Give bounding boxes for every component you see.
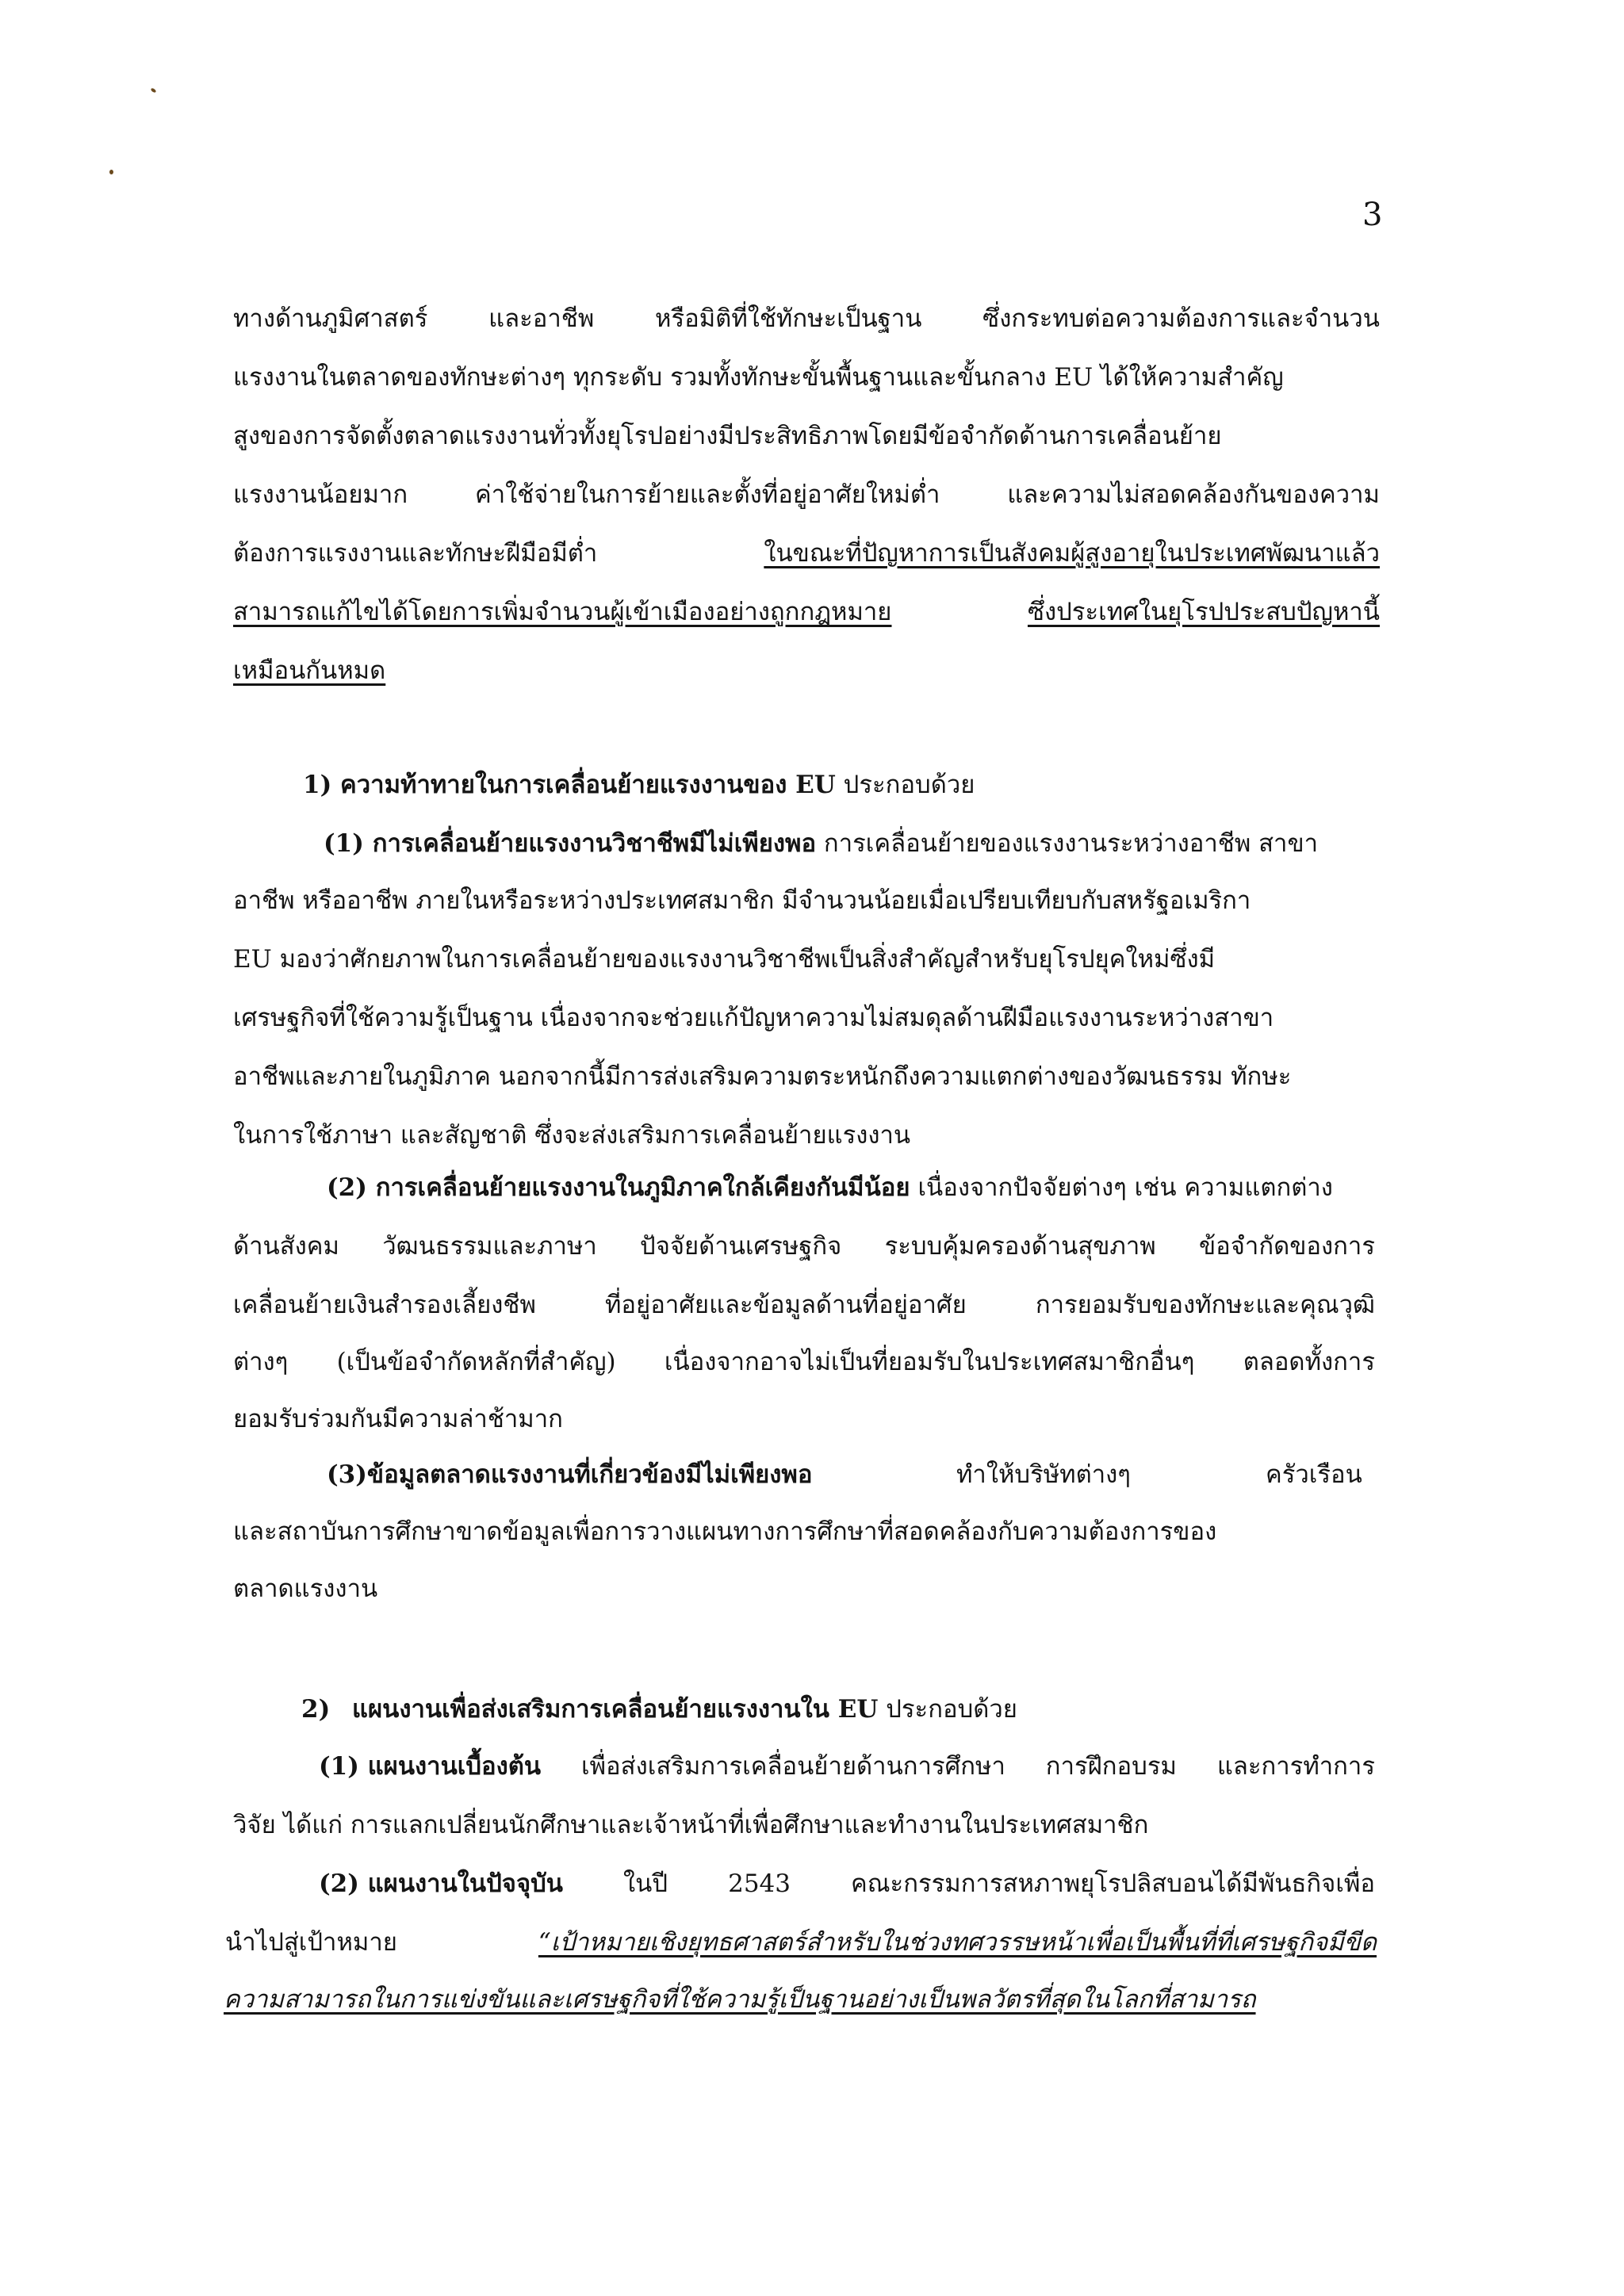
section1-item2-line-4 xyxy=(233,1345,1375,1380)
section2-item1-line-2: วิจัย ได้แก่ การแลกเปลี่ยนนักศึกษาและเจ้าหน้าที่เพื่อศึกษาและทำงานในประเทศสมาชิก xyxy=(233,1811,1149,1839)
section1-item3-line-3: ตลาดแรงงาน xyxy=(233,1575,378,1603)
intro-line-5 xyxy=(233,536,1380,571)
text-segment: ระบบคุ้มครองด้านสุขภาพ xyxy=(884,1232,1156,1261)
text-segment: หรือมิติที่ใช้ทักษะเป็นฐาน xyxy=(655,304,922,333)
section1-item3-line-1-text-b: ครัวเรือน xyxy=(1266,1460,1362,1489)
text-segment: ค่าใช้จ่ายในการย้ายและตั้งที่อยู่อาศัยใหม่ต่ำ xyxy=(474,480,940,509)
section1-item1-line-5: อาชีพและภายในภูมิภาค นอกจากนี้มีการส่งเสริมความตระหนักถึงความแตกต่างของวัฒนธรรม ทักษะ xyxy=(233,1062,1292,1091)
text-segment: คณะกรรมการสหภาพยุโรปลิสบอนได้มีพันธกิจเพื่อ xyxy=(851,1869,1375,1898)
text-segment: ทางด้านภูมิศาสตร์ xyxy=(233,304,428,333)
intro-line-6 xyxy=(233,595,1380,629)
text-segment: ในปี xyxy=(623,1869,668,1898)
text-segment: ตลอดทั้งการ xyxy=(1243,1348,1375,1376)
text-segment: ด้านสังคม xyxy=(233,1232,339,1261)
text-segment: (เป็นข้อจำกัดหลักที่สำคัญ) xyxy=(336,1348,616,1376)
section1-item1-line-4: เศรษฐกิจที่ใช้ความรู้เป็นฐาน เนื่องจากจะช่วยแก้ปัญหาความไม่สมดุลด้านฝีมือแรงงานระหว่างสาขา xyxy=(233,1004,1274,1032)
section2-item2-line-1 xyxy=(319,1866,1375,1901)
text-segment: เคลื่อนย้ายเงินสำรองเลี้ยงชีพ xyxy=(233,1291,536,1319)
text-segment: แรงงานน้อยมาก xyxy=(233,480,408,509)
text-segment: การยอมรับของทักษะและคุณวุฒิ xyxy=(1035,1291,1375,1319)
text-segment: และความไม่สอดคล้องกันของความ xyxy=(1007,480,1380,509)
section1-item3-line-1-text-a: ทำให้บริษัทต่างๆ xyxy=(956,1460,1131,1489)
underlined-text: ซึ่งประเทศในยุโรปประสบปัญหานี้ xyxy=(1027,598,1380,626)
text-segment: ต้องการแรงงานและทักษะฝีมือมีต่ำ xyxy=(233,539,598,568)
text-segment: เนื่องจากปัจจัยต่างๆ เช่น ความแตกต่าง xyxy=(910,1173,1333,1202)
bold-text: (1) แผนงานเบื้องต้น xyxy=(319,1752,542,1781)
section2-heading xyxy=(352,1692,1017,1727)
text-segment: ต่างๆ xyxy=(233,1348,289,1376)
text-segment: เพื่อส่งเสริมการเคลื่อนย้ายด้านการศึกษา xyxy=(581,1752,1005,1781)
section1-item2-line-3 xyxy=(233,1288,1375,1322)
text-segment: ซึ่งกระทบต่อความต้องการและจำนวน xyxy=(982,304,1380,333)
bold-text: 1) ความท้าทายในการเคลื่อนย้ายแรงงานของ EU xyxy=(303,771,836,799)
text-segment: ประกอบด้วย xyxy=(835,771,975,799)
intro-line-3: สูงของการจัดตั้งตลาดแรงงานทั่วทั้งยุโรปอย่างมีประสิทธิภาพโดยมีข้อจำกัดด้านการเคลื่อนย้าย xyxy=(233,422,1222,450)
section1-item2-line-1 xyxy=(327,1170,1333,1205)
underlined-text: ในขณะที่ปัญหาการเป็นสังคมผู้สูงอายุในประเทศพัฒนาแล้ว xyxy=(764,539,1380,568)
section1-item3-line-2: และสถาบันการศึกษาขาดข้อมูลเพื่อการวางแผนทางการศึกษาที่สอดคล้องกับความต้องการของ xyxy=(233,1517,1217,1546)
section1-item1-line-2: อาชีพ หรืออาชีพ ภายในหรือระหว่างประเทศสมาชิก มีจำนวนน้อยเมื่อเปรียบเทียบกับสหรัฐอเมริกา xyxy=(233,886,1251,915)
section2-item2-line-3: ความสามารถในการแข่งขันและเศรษฐกิจที่ใช้ความรู้เป็นฐานอย่างเป็นพลวัตรที่สุดในโลกที่สามารถ xyxy=(224,1985,1256,2014)
text-segment: ประกอบด้วย xyxy=(878,1695,1017,1724)
section1-item3-line-1-bold xyxy=(327,1457,812,1492)
text-segment: 2543 xyxy=(728,1869,791,1898)
page-number: 3 xyxy=(1362,197,1383,233)
bold-text: (3)ข้อมูลตลาดแรงงานที่เกี่ยวข้องมีไม่เพียงพอ xyxy=(327,1460,813,1489)
section1-item1-line-6: ในการใช้ภาษา และสัญชาติ ซึ่งจะส่งเสริมการเคลื่อนย้ายแรงงาน xyxy=(233,1121,911,1150)
bold-text: แผนงานเพื่อส่งเสริมการเคลื่อนย้ายแรงงานใน EU xyxy=(352,1695,879,1724)
text-segment: นำไปสู่เป้าหมาย xyxy=(225,1928,397,1957)
underlined-italic-text: “เป้าหมายเชิงยุทธศาสตร์สำหรับในช่วงทศวรรษหน้าเพื่อเป็นพื้นที่ที่เศรษฐกิจมีขีด xyxy=(538,1928,1377,1957)
intro-line-2: แรงงานในตลาดของทักษะต่างๆ ทุกระดับ รวมทั้งทักษะขั้นพื้นฐานและขั้นกลาง EU ได้ให้ความสำคัญ xyxy=(233,363,1284,392)
underlined-text: สามารถแก้ไขได้โดยการเพิ่มจำนวนผู้เข้าเมืองอย่างถูกกฎหมาย xyxy=(233,598,892,626)
section1-item2-line-5: ยอมรับร่วมกันมีความล่าช้ามาก xyxy=(233,1405,563,1433)
bold-text: (1) การเคลื่อนย้ายแรงงานวิชาชีพมีไม่เพียงพอ xyxy=(324,829,817,858)
bold-text: 2) xyxy=(301,1695,331,1724)
text-segment: ปัจจัยด้านเศรษฐกิจ xyxy=(640,1232,842,1261)
section2-item1-line-1 xyxy=(319,1749,1375,1784)
text-segment: การเคลื่อนย้ายของแรงงานระหว่างอาชีพ สาขา xyxy=(816,829,1319,858)
section1-item1-line-1 xyxy=(324,826,1318,861)
section1-heading xyxy=(303,767,975,802)
text-segment: ข้อจำกัดของการ xyxy=(1198,1232,1375,1261)
text-segment: ที่อยู่อาศัยและข้อมูลด้านที่อยู่อาศัย xyxy=(604,1291,967,1319)
section1-item1-line-3: EU มองว่าศักยภาพในการเคลื่อนย้ายของแรงงานวิชาชีพเป็นสิ่งสำคัญสำหรับยุโรปยุคใหม่ซึ่งมี xyxy=(233,945,1216,974)
section1-item2-line-2 xyxy=(233,1229,1375,1264)
intro-line-4 xyxy=(233,477,1380,512)
text-segment: และอาชีพ xyxy=(488,304,595,333)
text-segment: วัฒนธรรมและภาษา xyxy=(382,1232,597,1261)
bold-text: (2) การเคลื่อนย้ายแรงงานในภูมิภาคใกล้เคียงกันมีน้อย xyxy=(327,1173,910,1202)
section2-item2-line-2 xyxy=(225,1925,1377,1960)
scan-speck xyxy=(150,87,156,93)
text-segment: เนื่องจากอาจไม่เป็นที่ยอมรับในประเทศสมาชิกอื่นๆ xyxy=(664,1348,1195,1376)
text-segment: และการทำการ xyxy=(1216,1752,1375,1781)
text-segment: การฝึกอบรม xyxy=(1045,1752,1177,1781)
scan-speck xyxy=(109,170,113,174)
section2-heading-number xyxy=(301,1692,330,1727)
intro-line-1 xyxy=(233,301,1380,336)
bold-text: (2) แผนงานในปัจจุบัน xyxy=(319,1869,563,1898)
intro-line-7: เหมือนกันหมด xyxy=(233,656,386,685)
